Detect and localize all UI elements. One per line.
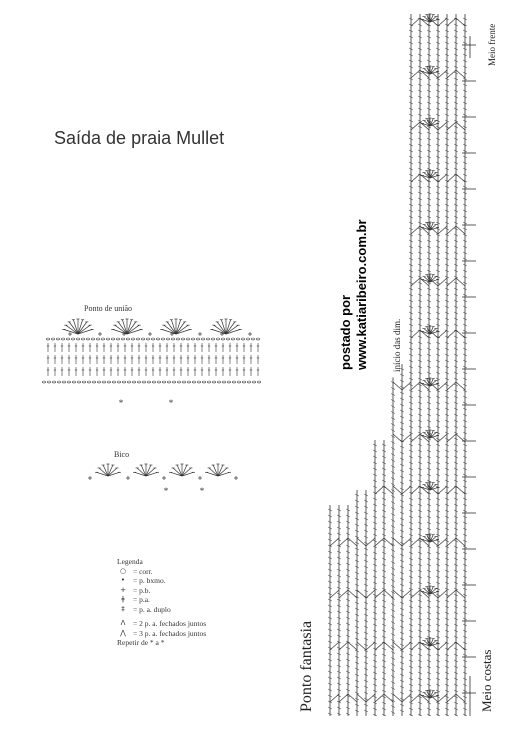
chain-stitch	[156, 338, 159, 340]
ponto-fantasia-label: Ponto fantasia	[298, 620, 315, 712]
legend-item-text: = p.a.	[133, 595, 150, 604]
chevron-stitch	[411, 434, 420, 442]
chevron-stitch	[438, 226, 447, 234]
chevron-stitch	[402, 538, 411, 546]
single-crochet	[198, 476, 202, 480]
chain-stitch	[231, 338, 234, 340]
legend-item-text: = p. bxmo.	[133, 576, 166, 585]
chain-stitch	[207, 381, 210, 383]
dc3tog-icon: ⋀	[120, 628, 126, 637]
shell-stitch	[210, 319, 242, 334]
chain-stitch	[222, 381, 225, 383]
chain-stitch	[162, 381, 165, 383]
double-crochet-icon: ǂ	[121, 595, 125, 603]
single-crochet-plus-icon: +	[120, 585, 126, 594]
chevron-stitch	[456, 642, 465, 650]
chevron-stitch	[411, 174, 420, 182]
chain-stitch	[87, 381, 90, 383]
chevron-stitch	[375, 694, 384, 702]
chevron-stitch	[447, 226, 456, 234]
chevron-stitch	[447, 174, 456, 182]
dc2tog-icon: Λ	[120, 619, 126, 627]
chain-stitch	[97, 381, 100, 383]
chevron-stitch	[447, 538, 456, 546]
chain-oval-icon: ○	[119, 566, 127, 575]
chain-stitch	[112, 381, 115, 383]
chain-stitch	[92, 381, 95, 383]
chain-stitch	[61, 338, 64, 340]
chevron-stitch	[402, 382, 411, 390]
chevron-stitch	[402, 642, 411, 650]
chevron-stitch	[456, 538, 465, 546]
chevron-stitch	[447, 590, 456, 598]
chain-stitch	[241, 338, 244, 340]
chain-stitch	[167, 381, 170, 383]
chevron-stitch	[411, 486, 420, 494]
chevron-stitch	[393, 538, 402, 546]
chain-stitch	[142, 381, 145, 383]
chevron-stitch	[411, 382, 420, 390]
chevron-stitch	[411, 122, 420, 130]
chain-stitch	[151, 338, 154, 340]
chevron-stitch	[438, 486, 447, 494]
single-crochet	[234, 476, 238, 480]
chain-stitch	[157, 381, 160, 383]
chevron-stitch	[330, 642, 339, 650]
chain-stitch	[236, 338, 239, 340]
posted-line-1: postado por	[338, 294, 353, 370]
chain-stitch	[141, 338, 144, 340]
chain-stitch	[131, 338, 134, 340]
chain-stitch	[187, 381, 190, 383]
chevron-stitch	[456, 382, 465, 390]
chevron-stitch	[348, 590, 357, 598]
chain-stitch	[216, 338, 219, 340]
repeat-marker: *	[199, 486, 205, 496]
chain-stitch	[72, 381, 75, 383]
chevron-stitch	[456, 590, 465, 598]
chain-stitch	[81, 338, 84, 340]
chain-stitch	[67, 381, 70, 383]
chain-stitch	[136, 338, 139, 340]
chain-stitch	[102, 381, 105, 383]
chevron-stitch	[438, 694, 447, 702]
chevron-stitch	[357, 538, 366, 546]
chevron-stitch	[447, 486, 456, 494]
legend-title: Legenda	[117, 557, 143, 566]
chain-stitch	[116, 338, 119, 340]
chevron-stitch	[393, 486, 402, 494]
chain-stitch	[201, 338, 204, 340]
chevron-stitch	[411, 694, 420, 702]
chain-stitch	[161, 338, 164, 340]
ponto-uniao-label: Ponto de união	[84, 304, 132, 313]
chain-stitch	[122, 381, 125, 383]
chevron-stitch	[438, 434, 447, 442]
legend-item-text: = 3 p. a. fechados juntos	[133, 628, 207, 638]
chevron-stitch	[393, 434, 402, 442]
shell-stitch	[169, 464, 195, 476]
single-crochet	[88, 476, 92, 480]
chevron-stitch	[375, 590, 384, 598]
shell-stitch	[95, 464, 121, 476]
chevron-stitch	[438, 330, 447, 338]
chain-stitch	[227, 381, 230, 383]
chain-stitch	[212, 381, 215, 383]
legend-item-text: = p. a. duplo	[133, 604, 171, 614]
chevron-stitch	[402, 590, 411, 598]
shell-stitch	[62, 319, 94, 334]
ponto-uniao-chart	[42, 319, 260, 408]
single-crochet	[248, 332, 252, 336]
chain-stitch	[91, 338, 94, 340]
chevron-stitch	[411, 330, 420, 338]
chain-stitch	[176, 338, 179, 340]
chevron-stitch	[447, 278, 456, 286]
chain-stitch	[202, 381, 205, 383]
chevron-stitch	[366, 642, 375, 650]
shell-stitch	[111, 319, 143, 334]
chevron-stitch	[411, 590, 420, 598]
chain-stitch	[127, 381, 130, 383]
chevron-stitch	[348, 538, 357, 546]
chain-stitch	[66, 338, 69, 340]
chevron-stitch	[357, 694, 366, 702]
meio-costas-label: Meio costas	[479, 649, 494, 712]
chain-stitch	[86, 338, 89, 340]
chain-stitch	[96, 338, 99, 340]
chain-stitch	[242, 381, 245, 383]
chain-stitch	[76, 338, 79, 340]
chain-stitch	[186, 338, 189, 340]
chevron-stitch	[447, 382, 456, 390]
chain-stitch	[256, 338, 259, 340]
page-title: Saída de praia Mullet	[54, 128, 225, 148]
chain-stitch	[101, 338, 104, 340]
chain-stitch	[206, 338, 209, 340]
chevron-stitch	[393, 382, 402, 390]
chevron-stitch	[411, 70, 420, 78]
chevron-stitch	[456, 174, 465, 182]
chevron-stitch	[402, 486, 411, 494]
chevron-stitch	[438, 382, 447, 390]
chain-stitch	[52, 381, 55, 383]
single-crochet	[198, 332, 202, 336]
chevron-stitch	[438, 122, 447, 130]
chain-stitch	[226, 338, 229, 340]
chevron-stitch	[438, 174, 447, 182]
chevron-stitch	[375, 538, 384, 546]
chevron-stitch	[393, 694, 402, 702]
chevron-stitch	[366, 590, 375, 598]
chain-stitch	[197, 381, 200, 383]
chain-stitch	[71, 338, 74, 340]
chevron-stitch	[456, 70, 465, 78]
single-crochet	[126, 476, 130, 480]
slip-stitch-dot-icon: •	[120, 576, 126, 584]
chevron-stitch	[447, 122, 456, 130]
single-crochet	[148, 332, 152, 336]
chain-stitch	[137, 381, 140, 383]
chevron-stitch	[447, 18, 456, 26]
chevron-stitch	[357, 642, 366, 650]
chevron-stitch	[348, 694, 357, 702]
bico-chart	[88, 464, 238, 496]
chevron-stitch	[411, 18, 420, 26]
chevron-stitch	[447, 694, 456, 702]
chevron-stitch	[384, 538, 393, 546]
chevron-stitch	[438, 18, 447, 26]
chevron-stitch	[339, 694, 348, 702]
chevron-stitch	[438, 538, 447, 546]
chevron-stitch	[393, 642, 402, 650]
chevron-stitch	[402, 694, 411, 702]
legend-item-text: = 2 p. a. fechados juntos	[133, 619, 207, 628]
chain-stitch	[46, 338, 49, 340]
legend-item-text: = p.b.	[133, 585, 151, 595]
chevron-stitch	[330, 590, 339, 598]
chain-stitch	[77, 381, 80, 383]
chain-stitch	[147, 381, 150, 383]
chain-stitch	[56, 338, 59, 340]
chevron-stitch	[393, 590, 402, 598]
legend-item-text: = corr.	[133, 566, 153, 576]
ponto-fantasia-chart	[328, 14, 476, 716]
single-crochet	[98, 332, 102, 336]
chain-stitch	[172, 381, 175, 383]
bico-label: Bico	[114, 450, 130, 459]
chevron-stitch	[402, 434, 411, 442]
chevron-stitch	[339, 590, 348, 598]
chain-stitch	[117, 381, 120, 383]
inicio-dim-label: início das dim.	[392, 318, 402, 372]
shell-stitch	[160, 319, 192, 334]
chain-stitch	[171, 338, 174, 340]
chevron-stitch	[339, 642, 348, 650]
chevron-stitch	[411, 226, 420, 234]
chain-stitch	[47, 381, 50, 383]
chevron-stitch	[456, 694, 465, 702]
chevron-stitch	[366, 694, 375, 702]
chevron-stitch	[384, 590, 393, 598]
chain-stitch	[82, 381, 85, 383]
chevron-stitch	[447, 70, 456, 78]
chain-stitch	[146, 338, 149, 340]
chain-stitch	[42, 381, 45, 383]
chain-stitch	[217, 381, 220, 383]
chain-stitch	[152, 381, 155, 383]
chain-stitch	[111, 338, 114, 340]
chevron-stitch	[456, 330, 465, 338]
chevron-stitch	[366, 538, 375, 546]
chain-stitch	[251, 338, 254, 340]
chevron-stitch	[438, 590, 447, 598]
chain-stitch	[107, 381, 110, 383]
chain-stitch	[246, 338, 249, 340]
chain-stitch	[191, 338, 194, 340]
chevron-stitch	[447, 434, 456, 442]
chain-stitch	[252, 381, 255, 383]
chevron-stitch	[438, 70, 447, 78]
chevron-stitch	[438, 642, 447, 650]
chevron-stitch	[411, 538, 420, 546]
chain-stitch	[106, 338, 109, 340]
chain-stitch	[232, 381, 235, 383]
chain-stitch	[51, 338, 54, 340]
chain-stitch	[247, 381, 250, 383]
chevron-stitch	[447, 642, 456, 650]
repeat-marker: *	[118, 398, 124, 408]
repeat-marker: *	[163, 486, 169, 496]
chevron-stitch	[411, 642, 420, 650]
meio-frente-label: Meio frente	[487, 23, 497, 66]
chain-stitch	[166, 338, 169, 340]
legend-repeat-text: Repetir de * a *	[117, 638, 165, 647]
chevron-stitch	[438, 278, 447, 286]
chevron-stitch	[456, 226, 465, 234]
chevron-stitch	[339, 538, 348, 546]
chevron-stitch	[330, 694, 339, 702]
chain-stitch	[121, 338, 124, 340]
chain-stitch	[237, 381, 240, 383]
posted-line-2: www.katiaribeiro.com.br	[354, 219, 369, 370]
chevron-stitch	[384, 694, 393, 702]
chevron-stitch	[456, 278, 465, 286]
chevron-stitch	[330, 538, 339, 546]
chevron-stitch	[447, 330, 456, 338]
chevron-stitch	[456, 122, 465, 130]
treble-crochet-icon: ‡	[121, 604, 125, 613]
shell-stitch	[133, 464, 159, 476]
chain-stitch	[211, 338, 214, 340]
chevron-stitch	[411, 278, 420, 286]
chain-stitch	[126, 338, 129, 340]
single-crochet	[162, 476, 166, 480]
chevron-stitch	[456, 18, 465, 26]
chain-stitch	[257, 381, 260, 383]
repeat-marker: *	[168, 398, 174, 408]
chain-stitch	[221, 338, 224, 340]
chevron-stitch	[456, 486, 465, 494]
chevron-stitch	[375, 486, 384, 494]
chevron-stitch	[375, 642, 384, 650]
chain-stitch	[132, 381, 135, 383]
chain-stitch	[196, 338, 199, 340]
chain-stitch	[182, 381, 185, 383]
chain-stitch	[177, 381, 180, 383]
chain-stitch	[192, 381, 195, 383]
shell-stitch	[205, 464, 231, 476]
chain-stitch	[57, 381, 60, 383]
chain-stitch	[62, 381, 65, 383]
chain-stitch	[181, 338, 184, 340]
chevron-stitch	[357, 590, 366, 598]
single-crochet	[68, 332, 72, 336]
